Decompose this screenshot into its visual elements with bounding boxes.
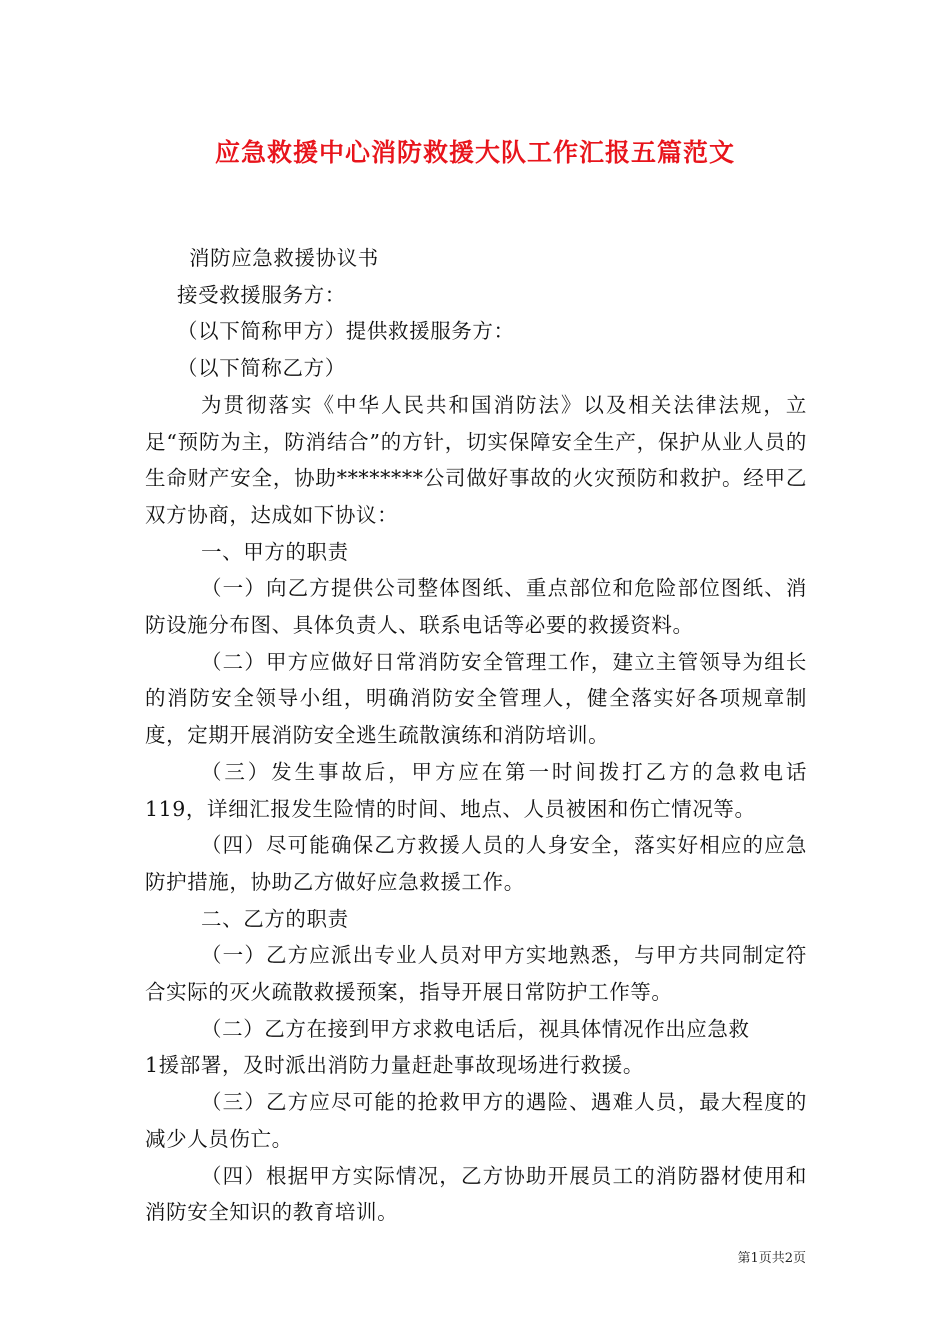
section-heading: 一、甲方的职责 [201, 539, 349, 564]
paragraph: （一）乙方应派出专业人员对甲方实地熟悉，与甲方共同制定符合实际的灭火疏散救援预案，指导开展日常防护工作等。 [145, 943, 807, 1005]
page-number: 第1页共2页 [737, 1251, 806, 1266]
paragraph: 1援部署，及时派出消防力量赶赴事故现场进行救援。 [145, 1053, 644, 1078]
paragraph: （三）乙方应尽可能的抢救甲方的遇险、遇难人员，最大程度的减少人员伤亡。 [145, 1090, 807, 1151]
paragraph: 为贯彻落实《中华人民共和国消防法》以及相关法律法规，立足“预防为主，防消结合”的方针，切实保障安全生产，保护从业人员的生命财产安全，协助********公司做好事故的火灾预防和救护。经甲乙双方协商，达成如下协议： [145, 392, 807, 527]
paragraph: （四）根据甲方实际情况，乙方协助开展员工的消防器材使用和消防安全知识的教育培训。 [145, 1163, 807, 1225]
paragraph: （三）发生事故后，甲方应在第一时间拨打乙方的急救电话119，详细汇报发生险情的时间、地点、人员被困和伤亡情况等。 [145, 759, 807, 821]
paragraph: （一）向乙方提供公司整体图纸、重点部位和危险部位图纸、消防设施分布图、具体负责人、联系电话等必要的救援资料。 [145, 576, 807, 638]
paragraph: （以下简称乙方） [177, 356, 346, 381]
paragraph: （二）甲方应做好日常消防安全管理工作，建立主管领导为组长的消防安全领导小组，明确消防安全管理人，健全落实好各项规章制度，定期开展消防安全逃生疏散演练和消防培训。 [145, 649, 807, 748]
paragraph: （以下简称甲方）提供救援服务方： [177, 319, 515, 344]
section-heading: 二、乙方的职责 [201, 906, 349, 931]
paragraph: （二）乙方在接到甲方求救电话后，视具体情况作出应急救 [201, 1016, 750, 1041]
document-title: 应急救援中心消防救援大队工作汇报五篇范文 [214, 138, 735, 167]
paragraph: 消防应急救援协议书 [189, 246, 379, 270]
paragraph: 接受救援服务方： [177, 282, 346, 307]
paragraph: （四）尽可能确保乙方救援人员的人身安全，落实好相应的应急防护措施，协助乙方做好应急救援工作。 [145, 833, 807, 894]
document-body [145, 240, 807, 1231]
